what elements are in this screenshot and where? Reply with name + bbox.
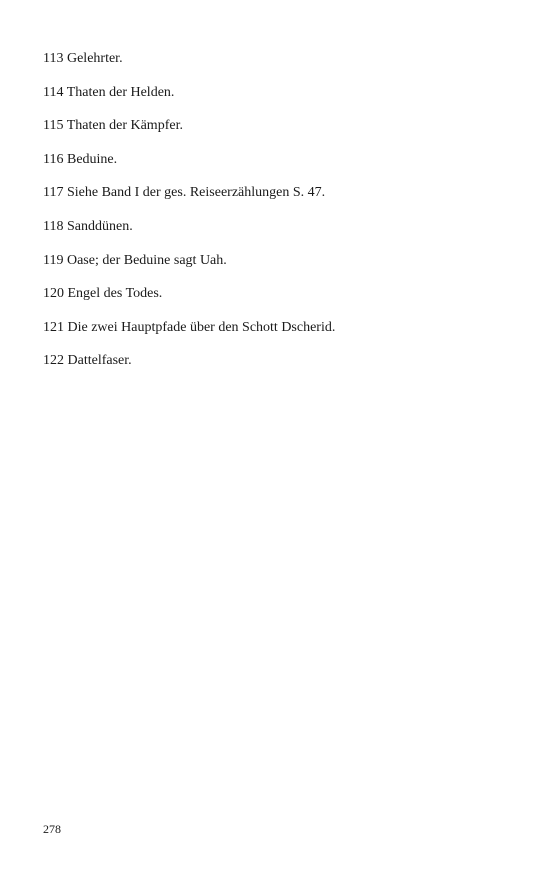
endnote-item xyxy=(43,285,523,303)
endnote-item xyxy=(43,218,523,236)
endnote-text: Die zwei Hauptpfade über den Schott Dscherid. xyxy=(67,319,336,335)
endnote-item xyxy=(43,117,523,135)
endnote-text: Beduine. xyxy=(66,151,118,167)
endnote-text: Dattelfaser. xyxy=(67,353,132,369)
endnote-text: Sanddünen. xyxy=(66,218,133,234)
endnote-number: 118 xyxy=(43,218,64,234)
endnote-number: 115 xyxy=(43,118,64,134)
endnote-text: Oase; der Beduine sagt Uah. xyxy=(66,252,227,268)
endnote-number: 116 xyxy=(43,151,64,167)
endnote-number: 113 xyxy=(43,51,64,66)
endnote-text: Engel des Todes. xyxy=(67,286,163,302)
endnote-number: 117 xyxy=(43,185,64,201)
endnote-item xyxy=(43,352,523,370)
endnotes-list xyxy=(43,50,523,386)
page-number: 278 xyxy=(43,822,61,836)
endnote-item xyxy=(43,84,523,102)
endnote-number: 122 xyxy=(43,353,64,369)
endnote-item xyxy=(43,50,523,68)
endnote-number: 120 xyxy=(43,286,64,302)
endnote-item xyxy=(43,252,523,270)
endnote-item xyxy=(43,151,523,169)
endnote-number: 119 xyxy=(43,252,64,268)
endnote-text: Siehe Band I der ges. Reiseerzählungen S. 47. xyxy=(66,185,326,201)
endnote-text: Gelehrter. xyxy=(66,51,123,66)
endnote-number: 121 xyxy=(43,319,64,335)
endnote-number: 114 xyxy=(43,84,64,100)
endnote-text: Thaten der Kämpfer. xyxy=(66,118,183,134)
endnote-item xyxy=(43,319,523,337)
endnote-text: Thaten der Helden. xyxy=(66,84,175,100)
endnote-item xyxy=(43,184,523,202)
